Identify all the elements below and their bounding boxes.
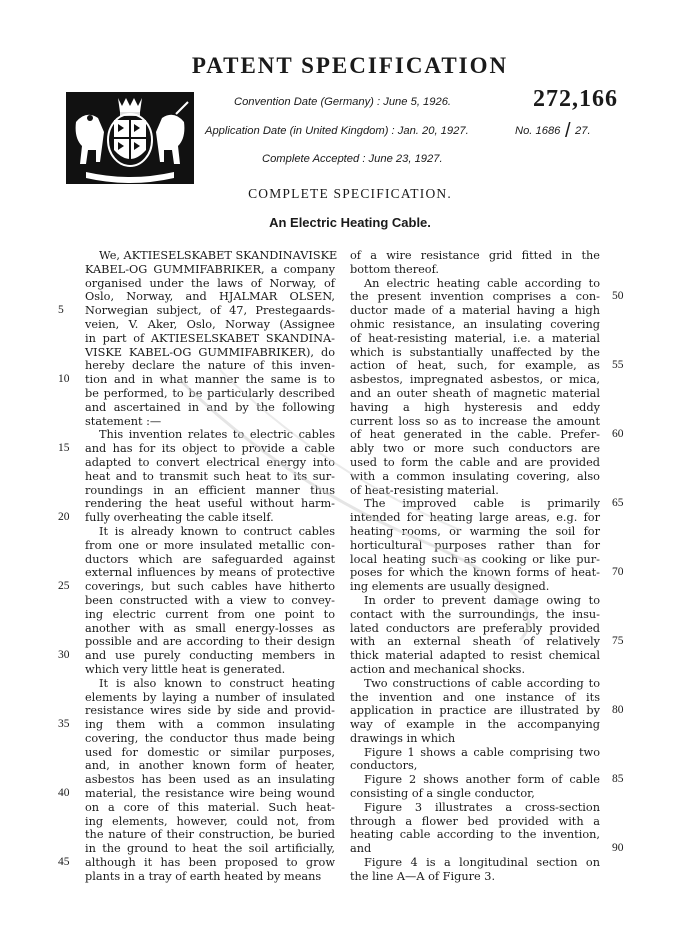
line-number: 20 (58, 511, 70, 524)
text-line: of heat-resisting material, i.e. a material (350, 331, 600, 345)
text-line: been constructed with a view to convey- (85, 593, 335, 607)
left-text-column (85, 249, 338, 884)
text-line: In order to prevent damage owing to (364, 593, 600, 607)
text-line: Figure 1 shows a cable comprising two (364, 745, 600, 759)
text-line: and use purely conducting members in (85, 649, 335, 663)
text-line: roundings in an efficient manner thus (85, 483, 335, 497)
text-line: and, in another known form of heater, (85, 759, 335, 773)
convention-date: Convention Date (Germany) : June 5, 1926. (234, 96, 452, 108)
text-line: thick material adapted to resist chemical (350, 649, 600, 663)
text-line: contact with the surroundings, the insu- (350, 607, 600, 621)
text-line: tion and in what manner the same is to (85, 373, 335, 387)
line-number: 10 (58, 373, 70, 386)
text-line: used to form the cable and are provided (350, 455, 600, 469)
text-line: which is substantially unaffected by the (350, 345, 600, 359)
line-number: 55 (612, 359, 624, 372)
text-line: poses for which the known forms of heat- (350, 566, 600, 580)
text-line: ductors which are safeguarded against (85, 552, 335, 566)
text-line: used for domestic or similar purposes, (85, 745, 335, 759)
application-date: Application Date (in United Kingdom) : Jan. 20, 1927. (205, 125, 469, 137)
text-line: covering, the conductor thus made being (85, 731, 335, 745)
text-line: of heat-resisting material. (350, 483, 499, 497)
text-line: possible and are according to their design (85, 635, 335, 649)
text-line: the nature of their construction, be buried (85, 828, 335, 842)
line-number: 70 (612, 566, 624, 579)
text-line: another with as small energy-losses as (85, 621, 335, 635)
text-line: The improved cable is primarily (364, 497, 600, 511)
text-line: through a flower bed provided with a (350, 814, 600, 828)
text-line: It is already known to contruct cables (99, 524, 335, 538)
text-line: VISKE KABEL-OG GUMMIFABRIKER), do (85, 345, 335, 359)
text-line: fully overheating the cable itself. (85, 511, 274, 525)
text-line: way of example in the accompanying (350, 718, 600, 732)
text-line: heating rooms, or warming the soil for (350, 524, 600, 538)
text-line: ductor made of a material having a high (350, 304, 600, 318)
text-line: the present invention comprises a con- (350, 290, 600, 304)
specification-subtitle: COMPLETE SPECIFICATION. (248, 186, 452, 201)
text-line: drawings in which (350, 731, 456, 745)
complete-accepted-date: Complete Accepted : June 23, 1927. (262, 153, 443, 165)
line-number: 60 (612, 428, 624, 441)
line-number: 25 (58, 580, 70, 593)
document-title: PATENT SPECIFICATION (191, 53, 509, 78)
text-line: and ascertained in and by the following (85, 400, 335, 414)
text-line: on a core of this material. Such heat- (85, 800, 335, 814)
text-line: ing electric current from one point to (85, 607, 335, 621)
text-line: organised under the laws of Norway, of (85, 276, 335, 290)
line-number: 65 (612, 497, 624, 510)
text-line: consisting of a single conductor, (350, 787, 535, 801)
text-line: intended for heating large areas, e.g. for (350, 511, 600, 525)
text-line: elements by laying a number of insulated (85, 690, 335, 704)
text-line: adapted to convert electrical energy into (85, 455, 335, 469)
line-number: 50 (612, 290, 624, 303)
text-line: ing elements are usually designed. (350, 580, 550, 594)
text-line: veien, V. Aker, Oslo, Norway (Assignee (85, 317, 335, 331)
line-number: 5 (58, 304, 64, 317)
text-line: with a common insulating covering, also (350, 469, 600, 483)
text-line: having a high hysteresis and eddy (350, 400, 600, 414)
text-line: of heat generated in the cable. Prefer- (350, 428, 600, 442)
text-line: bottom thereof. (350, 262, 439, 276)
text-line: plants in a tray of earth heated by means (85, 869, 322, 883)
line-number: 15 (58, 442, 70, 455)
patent-number: 272,166 (533, 86, 618, 112)
text-line: local heating such as cooking or like pur- (350, 552, 600, 566)
line-number: 40 (58, 787, 70, 800)
text-line: conductors, (350, 759, 418, 773)
text-line: current loss so as to increase the amount (350, 414, 600, 428)
text-line: hereby declare the nature of this inven- (85, 359, 335, 373)
text-line: heat and to transmit such heat to its sur- (85, 469, 335, 483)
text-line: coverings, but such cables have hitherto (85, 580, 335, 594)
text-line: in part of AKTIESELSKABET SKANDINA- (85, 331, 335, 345)
text-line: the line A—A of Figure 3. (350, 869, 496, 883)
text-line: with an external sheath of relatively (350, 635, 600, 649)
text-line: action of heat, such, for example, as (350, 359, 600, 373)
text-line: KABEL-OG GUMMIFABRIKER, a company (85, 262, 335, 276)
text-line: This invention relates to electric cables (99, 428, 335, 442)
text-line: Norwegian subject, of 47, Prestegaards- (85, 304, 335, 318)
text-line: from one or more insulated metallic con- (85, 538, 335, 552)
text-line: material, the resistance wire being wound (85, 787, 335, 801)
text-line: be performed, to be particularly described (85, 386, 335, 400)
text-line: It is also known to construct heating (99, 676, 335, 690)
text-line: which very little heat is generated. (85, 662, 286, 676)
text-line: ing them with a common insulating (85, 718, 335, 732)
text-line: Figure 3 illustrates a cross-section (364, 800, 600, 814)
text-line: asbestos has been used as an insulating (85, 773, 335, 787)
text-line: external influences by means of protective (85, 566, 335, 580)
text-line: Figure 2 shows another form of cable (364, 773, 600, 787)
text-line: and has for its object to provide a cable (85, 442, 335, 456)
text-line: rendering the heat useful without harm- (85, 497, 335, 511)
text-line: ing elements, however, could not, from (85, 814, 335, 828)
text-line: and (350, 842, 372, 856)
line-number: 75 (612, 635, 624, 648)
line-number: 85 (612, 773, 624, 786)
line-number: 30 (58, 649, 70, 662)
text-line: although it has been proposed to grow (85, 856, 335, 870)
line-number: 35 (58, 718, 70, 731)
text-line: the invention and one instance of its (350, 690, 600, 704)
coat-of-arms-icon (66, 92, 194, 184)
application-number: No. 1686 (515, 125, 561, 137)
slash-mark: / (565, 120, 571, 142)
text-line: horticultural purposes rather than for (350, 538, 600, 552)
line-number: 90 (612, 842, 624, 855)
text-line: statement :— (85, 414, 162, 428)
line-number: 80 (612, 704, 624, 717)
text-line: Two constructions of cable according to (364, 676, 600, 690)
text-line: heating cable according to the invention, (350, 828, 600, 842)
text-line: Oslo, Norway, and HJALMAR OLSEN, (85, 290, 335, 304)
text-line: and an outer sheath of magnetic material (350, 386, 600, 400)
text-line: We, AKTIESELSKABET SKANDINAVISKE (99, 249, 338, 262)
line-number: 45 (58, 856, 70, 869)
text-line: An electric heating cable according to (364, 276, 600, 290)
text-line: asbestos, impregnated asbestos, or mica, (350, 373, 600, 387)
text-line: ably two or more such conductors are (350, 442, 600, 456)
text-line: action and mechanical shocks. (350, 662, 526, 676)
right-text-column (350, 249, 600, 884)
text-line: application in practice are illustrated by (350, 704, 600, 718)
text-line: Figure 4 is a longitudinal section on (364, 856, 600, 870)
text-line: of a wire resistance grid fitted in the (350, 249, 600, 262)
text-line: in the ground to heat the soil artificially, (85, 842, 335, 856)
text-line: resistance wires side by side and provid- (85, 704, 335, 718)
text-line: ohmic resistance, an insulating covering (350, 317, 600, 331)
application-number-suffix: 27. (575, 125, 591, 137)
text-line: lated conductors are preferably provided (350, 621, 600, 635)
invention-heading: An Electric Heating Cable. (269, 215, 431, 230)
